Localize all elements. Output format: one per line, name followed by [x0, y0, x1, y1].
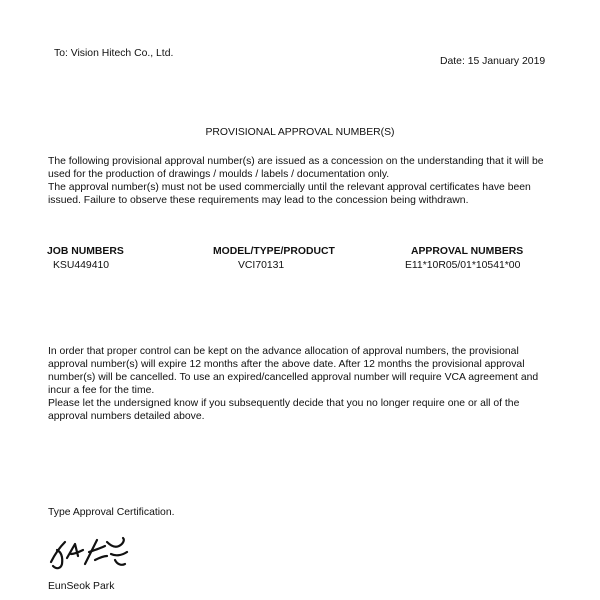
- job-number-value: KSU449410: [53, 260, 110, 271]
- document-title: PROVISIONAL APPROVAL NUMBER(S): [205, 127, 395, 138]
- control-paragraph-1: In order that proper control can be kept on the advance allocation of approval numbers, the provisional approval number(s) will expire 12 months after the above date. After 12 months the provisional approval number(s) will be cancelled. To use an expired/cancelled approval number will require VCA agreement and incur a fee for the time.: [48, 346, 539, 396]
- department-line: Type Approval Certification.: [48, 507, 175, 518]
- control-text: [48, 345, 558, 423]
- date-line: Date: 15 January 2019: [440, 56, 546, 67]
- intro-paragraph-1: The following provisional approval number(s) are issued as a concession on the understanding that it will be used for the production of drawings / moulds / labels / documentation only.: [48, 156, 544, 180]
- model-type-product-header: MODEL/TYPE/PRODUCT: [213, 246, 335, 257]
- signer-name: EunSeok Park: [48, 581, 115, 592]
- approval-number-value: E11*10R05/01*10541*00: [405, 260, 521, 271]
- job-numbers-header: JOB NUMBERS: [47, 246, 124, 257]
- recipient-line: To: Vision Hitech Co., Ltd.: [54, 48, 174, 59]
- intro-paragraph-2: The approval number(s) must not be used commercially until the relevant approval certificates have been issued. Failure to observe these requirements may lead to the concession being withdrawn.: [48, 182, 531, 206]
- model-type-product-value: VCI70131: [238, 260, 285, 271]
- handwritten-signature: [45, 530, 135, 572]
- approval-numbers-header: APPROVAL NUMBERS: [411, 246, 524, 257]
- intro-text: [48, 155, 558, 207]
- control-paragraph-2: Please let the undersigned know if you subsequently decide that you no longer require one or all of the approval numbers detailed above.: [48, 398, 520, 422]
